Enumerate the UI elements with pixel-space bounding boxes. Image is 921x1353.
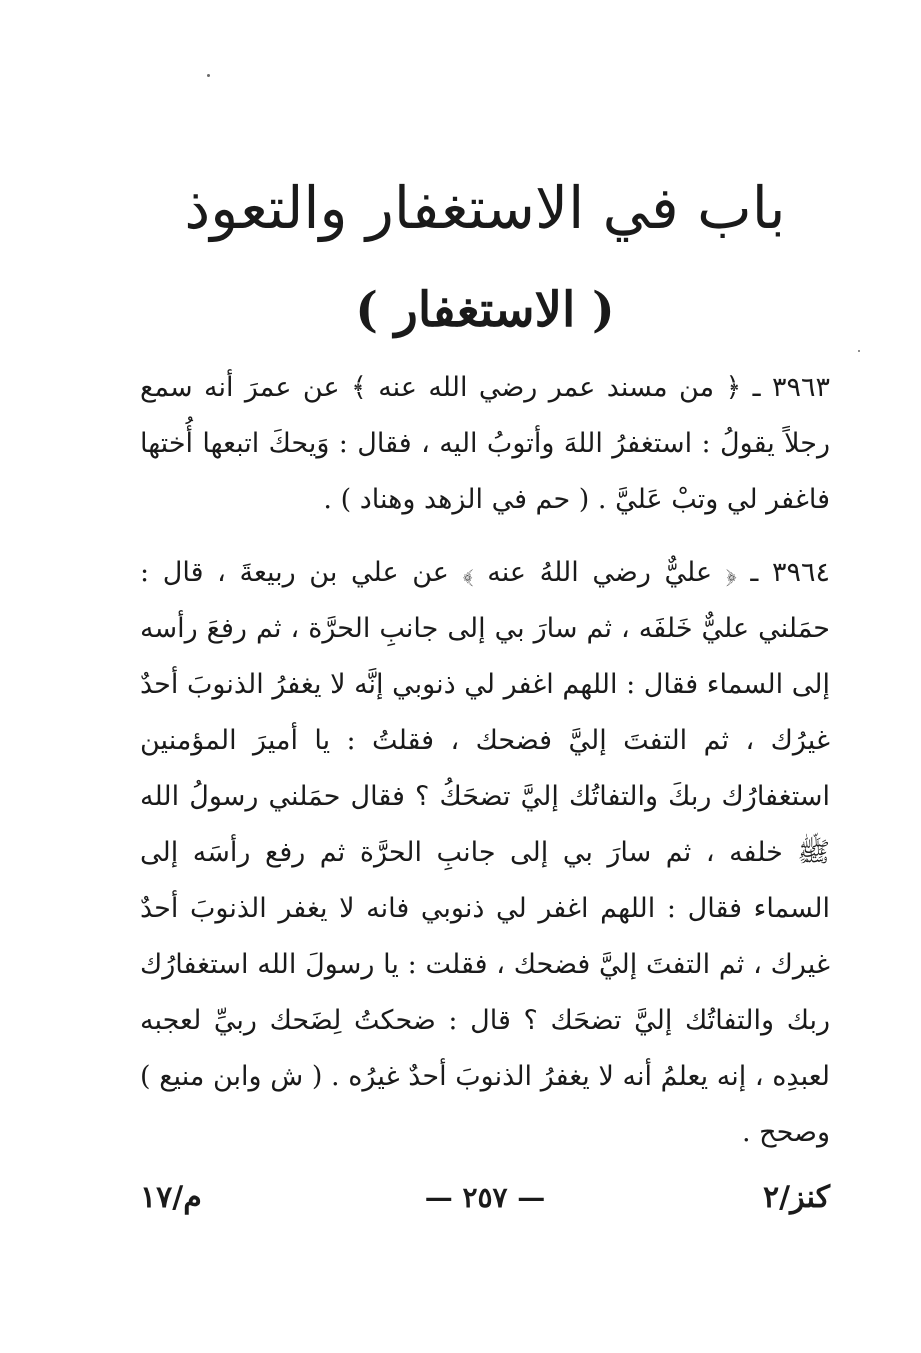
- section-title: ( الاستغفار ): [355, 282, 615, 338]
- paper-speck: [858, 350, 860, 352]
- entry-text: ـ ﴿ عليٌّ رضي اللهُ عنه ﴾ عن علي بن ربيعةَ ، قال : حمَلني عليٌّ خَلفَه ، ثم سارَ بي إلى جانبِ الحرَّة ، ثم رفعَ رأسه إلى السماء فقال : اللهم اغفر لي ذنوبي إنَّه لا يغفرُ الذنوبَ أحدٌ غيرُك ، ثم التفتَ إليَّ فضحك ، فقلتُ : يا أميرَ المؤمنين استغفارُك ربكَ والتفاتُك إليَّ تضحَكُ ؟ فقال حمَلني رسولُ الله ﷺ خلفه ، ثم سارَ بي إلى جانبِ الحرَّة ثم رفع رأسَه إلى السماء فقال : اللهم اغفر لي ذنوبي فانه لا يغفر الذنوبَ أحدٌ غيرك ، ثم التفتَ إليَّ فضحك ، فقلت : يا رسولَ الله استغفارُك ربك والتفاتُك إليَّ تضحَك ؟ قال : ضحكتُ لِضَحك ربيِّ لعجبه لعبدِه ، إنه يعلمُ أنه لا يغفرُ الذنوبَ أحدٌ غيرُه . ( ش وابن منيع ) وصحح .: [140, 557, 830, 1148]
- page-number: — ٢٥٧ —: [424, 1181, 546, 1214]
- entry-number: ٣٩٦٤: [771, 557, 830, 588]
- page-footer: [140, 1168, 830, 1228]
- entry-text: ـ ﴿ من مسند عمر رضي الله عنه ﴾ عن عمرَ أنه سمع رجلاً يقولُ : استغفرُ اللهَ وأتوبُ اليه ، فقال : وَيحكَ اتبعها أُختها فاغفر لي وتبْ عَليَّ . ( حم في الزهد وهناد ) .: [140, 372, 830, 515]
- signature-mark: م/١٧: [140, 1180, 202, 1215]
- entry-number: ٣٩٦٣: [771, 372, 830, 403]
- body-text: [140, 360, 830, 1178]
- chapter-title: باب في الاستغفار والتعوذ: [184, 174, 786, 242]
- paper-speck: [207, 74, 210, 77]
- hadith-entry: [140, 545, 830, 1161]
- volume-mark: كنز/٢: [763, 1180, 830, 1215]
- hadith-entry: [140, 360, 830, 528]
